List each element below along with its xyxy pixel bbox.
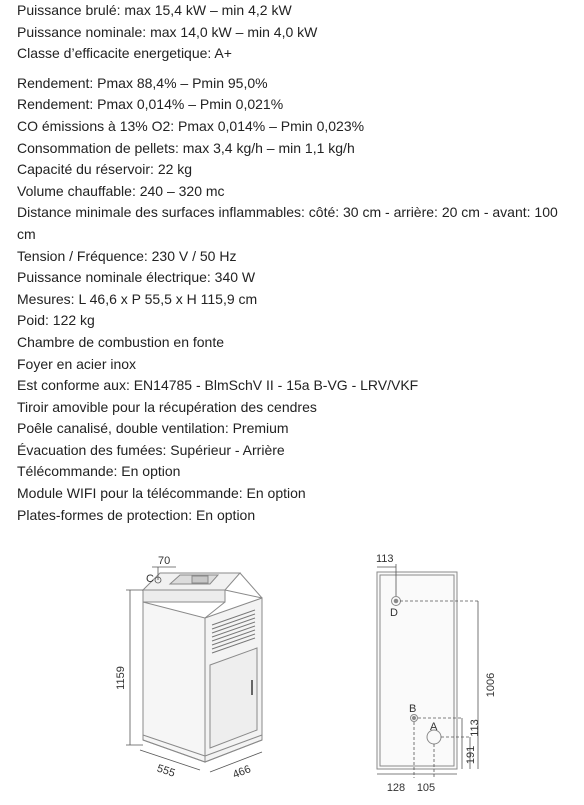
spec-line: Capacité du réservoir: 22 kg — [17, 161, 193, 178]
spec-line: Plates-formes de protection: En option — [17, 506, 256, 523]
spec-line: Module WIFI pour la télécommande: En option — [17, 485, 306, 502]
front-view — [143, 573, 262, 762]
outlet-label-c: C — [146, 573, 154, 585]
drawing-canvas — [0, 540, 584, 800]
stove-door — [210, 648, 257, 748]
dim-label-offset-b: 128 — [386, 782, 406, 794]
dim-label-rear-top: 113 — [376, 553, 394, 565]
spec-group-details — [17, 73, 577, 526]
outlet-label-d: D — [390, 607, 398, 619]
spec-line: Est conforme aux: EN14785 - BlmSchV II - 15a B-VG - LRV/VKF — [17, 377, 419, 394]
rear-view — [377, 572, 457, 769]
spec-list — [17, 0, 577, 526]
display-screen — [192, 576, 208, 583]
spec-line: Tension / Fréquence: 230 V / 50 Hz — [17, 247, 237, 264]
outlet-d-center — [394, 599, 398, 603]
spec-line: Chambre de combustion en fonte — [17, 333, 225, 350]
spec-group-power — [17, 0, 577, 65]
dim-label-height-b: 191 — [465, 745, 477, 765]
stove-rear-outline — [377, 572, 457, 769]
dim-label-top-offset: 70 — [158, 555, 171, 567]
dim-label-height-d: 1006 — [485, 672, 497, 698]
spec-line: Puissance nominale électrique: 340 W — [17, 269, 256, 286]
stove-cap — [143, 590, 225, 602]
spec-line: Puissance brulé: max 15,4 kW – min 4,2 kW — [17, 2, 292, 18]
spec-line: Évacuation des fumées: Supérieur - Arrière — [17, 441, 285, 458]
spec-line: Télécommande: En option — [17, 463, 181, 480]
spec-line: Poêle canalisé, double ventilation: Premium — [17, 420, 289, 437]
spec-line: Tiroir amovible pour la récupération des cendres — [17, 398, 317, 415]
spec-line: Consommation de pellets: max 3,4 kg/h – min 1,1 kg/h — [17, 139, 355, 156]
technical-drawing — [0, 540, 584, 800]
outlet-b-center — [413, 717, 416, 720]
dim-label-height-a: 113 — [469, 719, 481, 737]
spec-line: Puissance nominale: max 14,0 kW – min 4,0 kW — [17, 23, 318, 40]
dim-label-height: 1159 — [115, 666, 127, 690]
dim-label-width: 466 — [231, 763, 253, 782]
spec-line: Foyer en acier inox — [17, 355, 137, 372]
spec-line: Rendement: Pmax 88,4% – Pmin 95,0% — [17, 74, 268, 91]
group-spacer — [17, 65, 577, 73]
spec-line: Classe d’efficacite energetique: A+ — [17, 45, 232, 62]
spec-line: CO émissions à 13% O2: Pmax 0,014% – Pmin 0,023% — [17, 117, 365, 134]
dim-label-depth: 555 — [155, 762, 177, 780]
spec-line: Poid: 122 kg — [17, 312, 95, 329]
dim-label-offset-a: 105 — [416, 782, 436, 794]
outlet-label-b: B — [409, 703, 417, 715]
outlet-label-a: A — [430, 721, 438, 733]
spec-line: Volume chauffable: 240 – 320 mc — [17, 182, 225, 199]
spec-line: Rendement: Pmax 0,014% – Pmin 0,021% — [17, 96, 284, 113]
spec-line: Distance minimale des surfaces inflammables: côté: 30 cm - arrière: 20 cm - avant: 100 cm — [17, 204, 558, 242]
spec-line: Mesures: L 46,6 x P 55,5 x H 115,9 cm — [17, 290, 258, 307]
